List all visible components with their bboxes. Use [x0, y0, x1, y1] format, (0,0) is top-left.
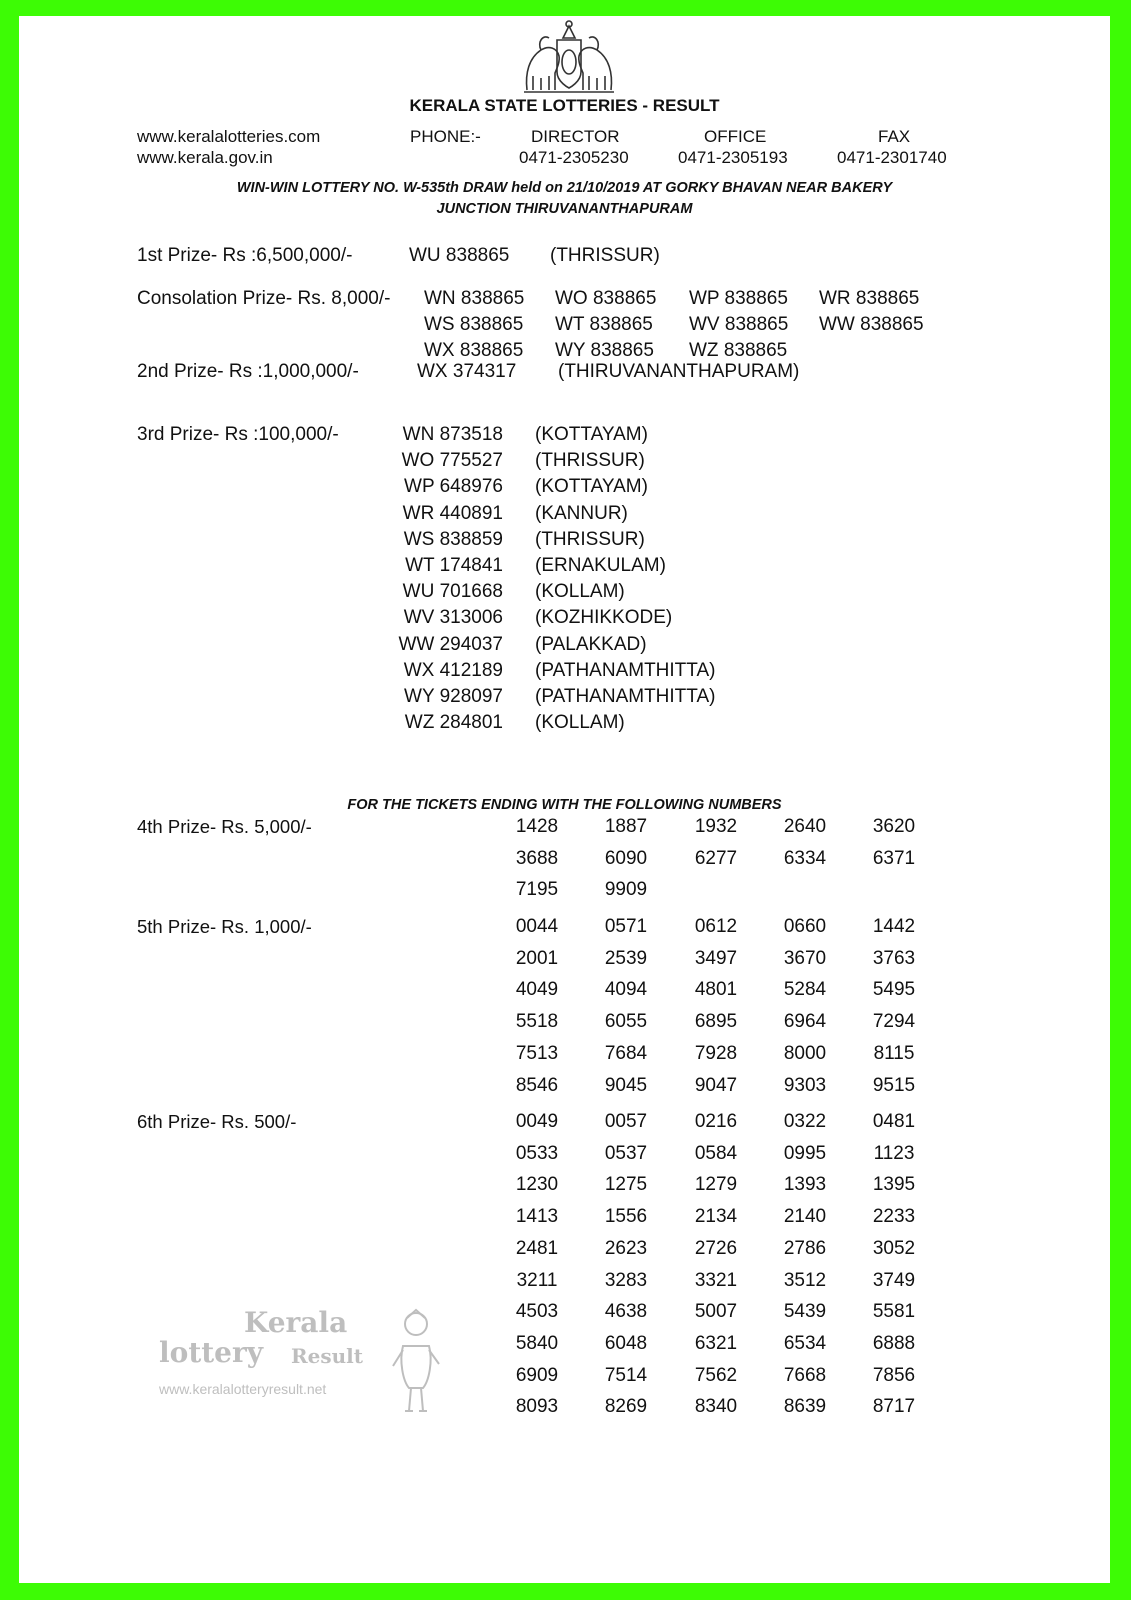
third-prize-ticket: WT 174841 — [405, 555, 503, 576]
prize-number: 0057 — [604, 1111, 648, 1132]
prize-number: 1275 — [604, 1174, 648, 1196]
consolation-ticket: WX 838865 — [424, 340, 524, 361]
prize-number: 6334 — [783, 847, 827, 869]
consolation-ticket: WS 838865 — [424, 314, 524, 335]
prize-number: 3497 — [694, 947, 738, 969]
third-prize-ticket: WP 648976 — [404, 476, 503, 498]
prize-number: 5495 — [872, 979, 916, 1001]
website-link-2[interactable]: www.kerala.gov.in — [137, 148, 273, 167]
prize-number: 9909 — [604, 879, 648, 900]
prize-number: 3620 — [872, 816, 916, 837]
second-prize-place: (THIRUVANANTHAPURAM) — [558, 361, 800, 382]
prize-number: 1556 — [604, 1206, 648, 1228]
prize-number: 7856 — [872, 1364, 916, 1386]
prize-number: 5284 — [783, 979, 827, 1001]
prize-number: 2001 — [515, 947, 559, 969]
result-page — [19, 16, 1110, 1583]
prize-number: 6895 — [694, 1011, 738, 1033]
prize-number: 1932 — [694, 816, 738, 837]
prize-number: 3763 — [872, 947, 916, 969]
prize-number: 9045 — [604, 1074, 648, 1096]
phone-label: PHONE:- — [410, 127, 481, 146]
prize-number: 1395 — [872, 1174, 916, 1196]
third-prize-ticket: WO 775527 — [401, 450, 503, 472]
third-prize-place: (THRISSUR) — [535, 528, 645, 550]
prize-number: 0322 — [783, 1111, 827, 1132]
prize-number: 5581 — [872, 1301, 916, 1323]
third-prize-place: (KANNUR) — [535, 502, 628, 524]
prize-number: 2233 — [872, 1206, 916, 1228]
watermark-line1: Kerala — [244, 1306, 348, 1339]
prize-number: 6090 — [604, 847, 648, 869]
prize-number: 8269 — [604, 1396, 648, 1418]
prize-number: 0049 — [515, 1111, 559, 1132]
third-prize-ticket: WS 838859 — [403, 528, 503, 550]
prize-number: 7928 — [694, 1042, 738, 1064]
third-prize-place: (THRISSUR) — [535, 450, 645, 472]
prize-number: 6888 — [872, 1332, 916, 1354]
prize-number: 1413 — [515, 1206, 559, 1228]
prize-number: 3749 — [872, 1269, 916, 1291]
consolation-ticket: WW 838865 — [819, 314, 924, 335]
prize-number: 6048 — [604, 1332, 648, 1354]
prize-number: 8340 — [694, 1396, 738, 1418]
prize-number: 0584 — [694, 1142, 738, 1164]
third-prize-ticket: WN 873518 — [402, 424, 503, 445]
prize-number: 6534 — [783, 1332, 827, 1354]
prize-number: 3052 — [872, 1237, 916, 1259]
kerala-emblem-icon — [519, 18, 619, 98]
consolation-ticket: WZ 838865 — [689, 340, 788, 361]
prize-number: 8115 — [873, 1042, 915, 1064]
prize-number: 2640 — [783, 816, 827, 837]
watermark-line3: Result — [291, 1344, 363, 1368]
website-link-1[interactable]: www.keralalotteries.com — [137, 127, 321, 146]
prize-number: 7195 — [515, 879, 559, 900]
second-prize-label: 2nd Prize- Rs :1,000,000/- — [137, 361, 359, 382]
prize-number: 9515 — [872, 1074, 916, 1096]
prize-number: 4049 — [515, 979, 559, 1001]
page-title: KERALA STATE LOTTERIES - RESULT — [409, 96, 720, 115]
consolation-prize-label: Consolation Prize- Rs. 8,000/- — [137, 288, 391, 309]
consolation-ticket: WP 838865 — [689, 288, 788, 309]
prize-number: 1393 — [783, 1174, 827, 1196]
prize-number: 0571 — [604, 916, 648, 937]
prize-number: 3688 — [515, 847, 559, 869]
prize-number: 5439 — [783, 1301, 827, 1323]
third-prize-place: (KOLLAM) — [535, 581, 625, 603]
ending-numbers-heading: FOR THE TICKETS ENDING WITH THE FOLLOWING NUMBERS — [347, 797, 782, 813]
watermark-logo — [159, 1306, 459, 1466]
consolation-ticket: WN 838865 — [424, 288, 525, 309]
prize-number: 0216 — [694, 1111, 738, 1132]
prize-number: 7668 — [783, 1364, 827, 1386]
prize-number: 4503 — [515, 1301, 559, 1323]
prize-number: 4638 — [604, 1301, 648, 1323]
prize-number: 3211 — [516, 1269, 558, 1291]
prize-number: 6909 — [515, 1364, 559, 1386]
third-prize-place: (PATHANAMTHITTA) — [535, 659, 716, 681]
prize-number: 3670 — [783, 947, 827, 969]
prize-number: 1887 — [604, 816, 648, 837]
third-prize-place: (PALAKKAD) — [535, 633, 647, 655]
prize-number: 8093 — [515, 1396, 559, 1418]
prize-number: 2726 — [694, 1237, 738, 1259]
prize-number: 4801 — [694, 979, 738, 1001]
prize-number: 6321 — [694, 1332, 738, 1354]
director-phone: 0471-2305230 — [519, 148, 629, 167]
prize-number: 9303 — [783, 1074, 827, 1096]
fourth-prize-label: 4th Prize- Rs. 5,000/- — [137, 816, 312, 837]
first-prize-ticket: WU 838865 — [409, 245, 510, 266]
prize-number: 0995 — [783, 1142, 827, 1164]
prize-number: 0660 — [783, 916, 827, 937]
mascot-figure-icon — [389, 1306, 444, 1416]
second-prize-ticket: WX 374317 — [417, 361, 517, 382]
office-label: OFFICE — [704, 127, 767, 146]
prize-number: 2134 — [694, 1206, 738, 1228]
third-prize-ticket: WV 313006 — [403, 607, 503, 629]
first-prize-label: 1st Prize- Rs :6,500,000/- — [137, 245, 353, 266]
consolation-ticket: WR 838865 — [819, 288, 920, 309]
prize-number: 1230 — [515, 1174, 559, 1196]
prize-number: 7294 — [872, 1011, 916, 1033]
third-prize-ticket: WU 701668 — [402, 581, 503, 603]
third-prize-place: (PATHANAMTHITTA) — [535, 686, 716, 707]
draw-info-line-1: WIN-WIN LOTTERY NO. W-535th DRAW held on 21/10/2019 AT GORKY BHAVAN NEAR BAKERY — [236, 180, 893, 196]
first-prize-place: (THRISSUR) — [550, 245, 660, 266]
third-prize-label: 3rd Prize- Rs :100,000/- — [137, 424, 339, 445]
prize-number: 3321 — [694, 1269, 738, 1291]
prize-number: 8639 — [783, 1396, 827, 1418]
prize-number: 3283 — [604, 1269, 648, 1291]
prize-number: 9047 — [694, 1074, 738, 1096]
prize-number: 3512 — [783, 1269, 827, 1291]
prize-number: 6055 — [604, 1011, 648, 1033]
consolation-ticket: WV 838865 — [689, 314, 789, 335]
third-prize-ticket: WR 440891 — [402, 502, 503, 524]
third-prize-ticket: WW 294037 — [398, 633, 503, 655]
third-prize-place: (ERNAKULAM) — [535, 555, 666, 576]
consolation-ticket: WO 838865 — [555, 288, 657, 309]
prize-number: 6371 — [872, 847, 916, 869]
prize-number: 0612 — [694, 916, 738, 937]
third-prize-ticket: WY 928097 — [404, 686, 503, 707]
prize-number: 5007 — [694, 1301, 738, 1323]
prize-number: 1428 — [515, 816, 559, 837]
watermark-line2: lottery — [159, 1336, 264, 1369]
draw-info-line-2: JUNCTION THIRUVANANTHAPURAM — [436, 201, 693, 217]
prize-number: 5518 — [515, 1011, 559, 1033]
prize-number: 7513 — [515, 1042, 559, 1064]
consolation-ticket: WT 838865 — [555, 314, 653, 335]
prize-number: 8717 — [872, 1396, 916, 1418]
prize-number: 7684 — [604, 1042, 648, 1064]
prize-number: 2539 — [604, 947, 648, 969]
fax-number: 0471-2301740 — [837, 148, 947, 167]
prize-number: 1442 — [872, 916, 916, 937]
third-prize-place: (KOTTAYAM) — [535, 476, 648, 498]
prize-number: 0481 — [872, 1111, 916, 1132]
prize-number: 6964 — [783, 1011, 827, 1033]
director-label: DIRECTOR — [531, 127, 620, 146]
prize-number: 1123 — [873, 1142, 915, 1164]
prize-number: 5840 — [515, 1332, 559, 1354]
third-prize-ticket: WZ 284801 — [404, 712, 503, 734]
prize-number: 2481 — [515, 1237, 559, 1259]
fax-label: FAX — [878, 127, 911, 146]
prize-number: 0533 — [515, 1142, 559, 1164]
prize-number: 8546 — [515, 1074, 559, 1096]
fifth-prize-label: 5th Prize- Rs. 1,000/- — [137, 916, 312, 937]
prize-number: 2140 — [783, 1206, 827, 1228]
third-prize-place: (KOZHIKKODE) — [535, 607, 673, 629]
watermark-url: www.keralalotteryresult.net — [159, 1381, 327, 1397]
prize-number: 7514 — [604, 1364, 648, 1386]
prize-number: 2623 — [604, 1237, 648, 1259]
third-prize-ticket: WX 412189 — [403, 659, 503, 681]
prize-number: 6277 — [694, 847, 738, 869]
third-prize-place: (KOLLAM) — [535, 712, 625, 734]
prize-number: 1279 — [694, 1174, 738, 1196]
prize-number: 2786 — [783, 1237, 827, 1259]
sixth-prize-label: 6th Prize- Rs. 500/- — [137, 1111, 297, 1132]
consolation-ticket: WY 838865 — [555, 340, 654, 361]
prize-number: 8000 — [783, 1042, 827, 1064]
prize-number: 7562 — [694, 1364, 738, 1386]
prize-number: 4094 — [604, 979, 648, 1001]
prize-number: 0537 — [604, 1142, 648, 1164]
third-prize-place: (KOTTAYAM) — [535, 424, 648, 445]
office-phone: 0471-2305193 — [678, 148, 788, 167]
prize-number: 0044 — [515, 916, 559, 937]
